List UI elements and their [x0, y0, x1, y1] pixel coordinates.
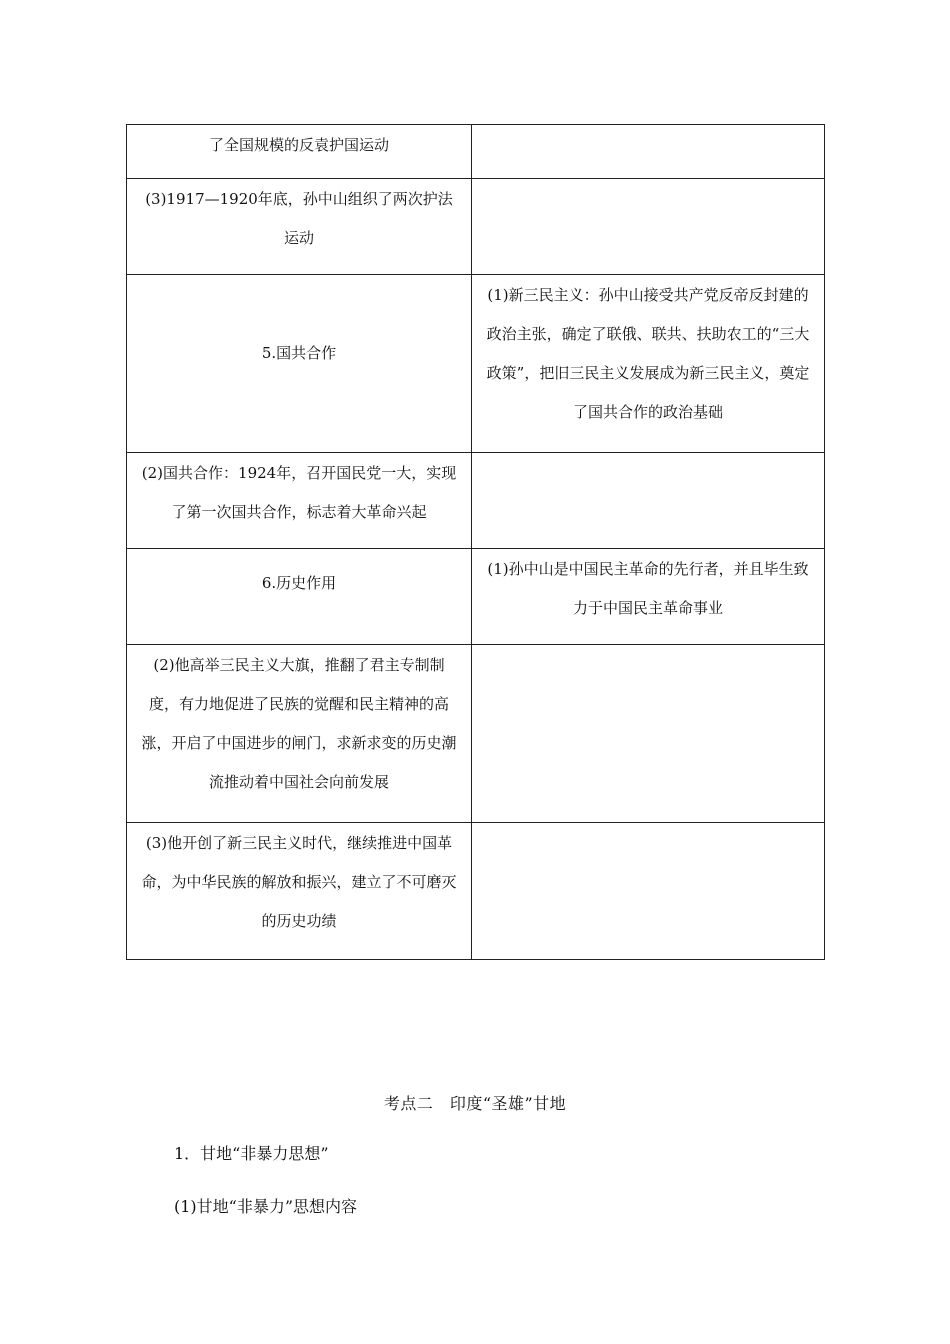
section-heading: 考点二 印度“圣雄”甘地 — [383, 1094, 567, 1113]
table-row — [127, 549, 825, 645]
table-cell — [127, 823, 472, 960]
table-cell — [472, 179, 825, 275]
cell-text — [484, 179, 812, 180]
table-cell — [127, 645, 472, 823]
table-row — [127, 125, 825, 179]
cell-text — [484, 453, 812, 454]
table-cell — [472, 275, 825, 453]
cell-text: (1)新三民主义：孙中山接受共产党反帝反封建的政治主张，确定了联俄、联共、扶助农工的“三大政策”，把旧三民主义发展成为新三民主义，奠定了国共合作的政治基础 — [486, 286, 810, 421]
table-row — [127, 823, 825, 960]
table-cell — [127, 549, 472, 645]
cell-text: (3)1917—1920年底，孙中山组织了两次护法运动 — [145, 190, 453, 247]
cell-text — [484, 125, 812, 126]
cell-text: (1)孙中山是中国民主革命的先行者，并且毕生致力于中国民主革命事业 — [487, 560, 809, 617]
table-cell — [472, 453, 825, 549]
cell-text — [484, 645, 812, 646]
table-cell — [127, 125, 472, 179]
cell-text: (2)他高举三民主义大旗，推翻了君主专制制度，有力地促进了民族的觉醒和民主精神的高涨，开启了中国进步的闸门，求新求变的历史潮流推动着中国社会向前发展 — [141, 656, 457, 791]
table-row — [127, 179, 825, 275]
table-cell — [127, 179, 472, 275]
content-table — [126, 124, 825, 960]
subsection-item: (1)甘地“非暴力”思想内容 — [174, 1197, 358, 1216]
table-row — [127, 645, 825, 823]
cell-text — [484, 823, 812, 824]
cell-text: (3)他开创了新三民主义时代，继续推进中国革命，为中华民族的解放和振兴，建立了不可磨灭的历史功绩 — [141, 834, 457, 930]
section-label-5: 5.国共合作 — [261, 344, 337, 362]
cell-text: 了全国规模的反袁护国运动 — [208, 136, 389, 154]
cell-text: (2)国共合作：1924年，召开国民党一大，实现了第一次国共合作，标志着大革命兴起 — [141, 464, 457, 521]
table-cell — [472, 125, 825, 179]
table-cell — [127, 275, 472, 453]
table-row — [127, 453, 825, 549]
table-cell — [472, 645, 825, 823]
table-cell — [127, 453, 472, 549]
table-cell — [472, 549, 825, 645]
table-cell — [472, 823, 825, 960]
subsection-title: 1．甘地“非暴力思想” — [174, 1144, 329, 1163]
section-label-6: 6.历史作用 — [261, 574, 337, 592]
table-row — [127, 275, 825, 453]
